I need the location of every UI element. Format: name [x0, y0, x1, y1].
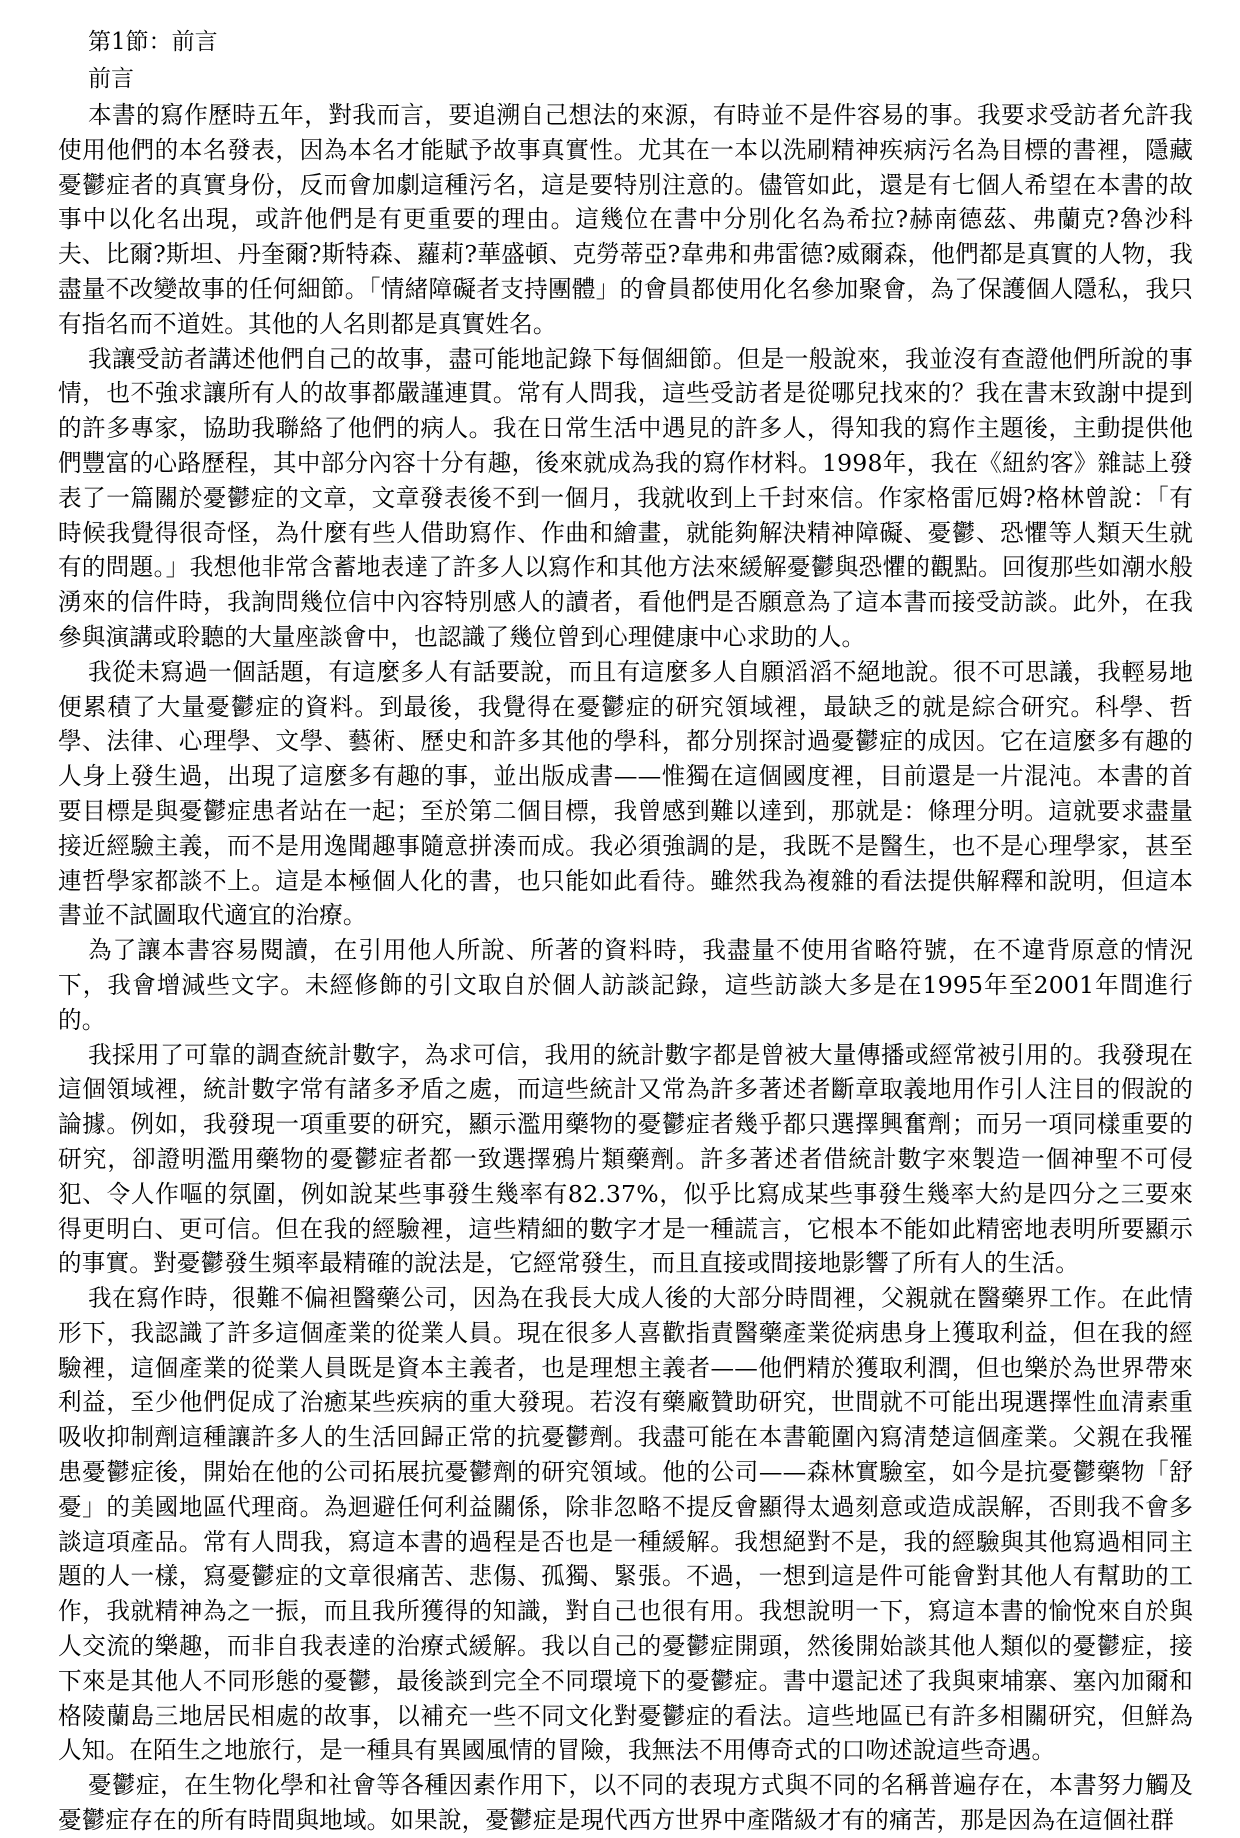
section-subtitle: 前言: [88, 66, 134, 92]
section-title: 第1節：前言: [88, 29, 218, 55]
paragraph-7: 憂鬱症，在生物化學和社會等各種因素作用下，以不同的表現方式與不同的名稱普遍存在，本書努力觸及憂鬱症存在的所有時間與地域。如果說，憂鬱症是現代西方世界中產階級才有的痛苦，那是因為在這個社群: [58, 1771, 1193, 1835]
paragraph-4: 為了讓本書容易閱讀，在引用他人所說、所著的資料時，我盡量不使用省略符號，在不違背原意的情況下，我會增減些文字。未經修飾的引文取自於個人訪談記錄，這些訪談大多是在1995年至2001年間進行的。: [58, 936, 1193, 1034]
paragraph-3: 我從未寫過一個話題，有這麼多人有話要說，而且有這麼多人自願滔滔不絕地說。很不可思議，我輕易地便累積了大量憂鬱症的資料。到最後，我覺得在憂鬱症的研究領域裡，最缺乏的就是綜合研究。科學、哲學、法律、心理學、文學、藝術、歷史和許多其他的學科，都分別探討過憂鬱症的成因。它在這麼多有趣的人身上發生過，出現了這麼多有趣的事，並出版成書——惟獨在這個國度裡，目前還是一片混沌。本書的首要目標是與憂鬱症患者站在一起；至於第二個目標，我曾感到難以達到，那就是：條理分明。這就要求盡量接近經驗主義，而不是用逸聞趣事隨意拼湊而成。我必須強調的是，我既不是醫生，也不是心理學家，甚至連哲學家都談不上。這是本極個人化的書，也只能如此看待。雖然我為複雜的看法提供解釋和說明，但這本書並不試圖取代適宜的治療。: [58, 657, 1193, 930]
paragraph-2: 我讓受訪者講述他們自己的故事，盡可能地記錄下每個細節。但是一般說來，我並沒有查證他們所說的事情，也不強求讓所有人的故事都嚴謹連貫。常有人問我，這些受訪者是從哪兒找來的？我在書末致謝中提到的許多專家，協助我聯絡了他們的病人。我在日常生活中遇見的許多人，得知我的寫作主題後，主動提供他們豐富的心路歷程，其中部分內容十分有趣，後來就成為我的寫作材料。1998年，我在《紐約客》雜誌上發表了一篇關於憂鬱症的文章，文章發表後不到一個月，我就收到上千封來信。作家格雷厄姆?格林曾說：「有時候我覺得很奇怪，為什麼有些人借助寫作、作曲和繪畫，就能夠解決精神障礙、憂鬱、恐懼等人類天生就有的問題。」我想他非常含蓄地表達了許多人以寫作和其他方法來緩解憂鬱與恐懼的觀點。回復那些如潮水般湧來的信件時，我詢問幾位信中內容特別感人的讀者，看他們是否願意為了這本書而接受訪談。此外，在我參與演講或聆聽的大量座談會中，也認識了幾位曾到心理健康中心求助的人。: [58, 344, 1193, 651]
paragraph-1: 本書的寫作歷時五年，對我而言，要追溯自己想法的來源，有時並不是件容易的事。我要求受訪者允許我使用他們的本名發表，因為本名才能賦予故事真實性。尤其在一本以洗刷精神疾病污名為目標的書裡，隱藏憂鬱症者的真實身份，反而會加劇這種污名，這是要特別注意的。儘管如此，還是有七個人希望在本書的故事中以化名出現，或許他們是有更重要的理由。這幾位在書中分別化名為希拉?赫南德茲、弗蘭克?魯沙科夫、比爾?斯坦、丹奎爾?斯特森、蘿莉?華盛頓、克勞蒂亞?韋弗和弗雷德?威爾森，他們都是真實的人物，我盡量不改變故事的任何細節。「情緒障礙者支持團體」的會員都使用化名參加聚會，為了保護個人隱私，我只有指名而不道姓。其他的人名則都是真實姓名。: [58, 101, 1193, 338]
paragraph-6: 我在寫作時，很難不偏袒醫藥公司，因為在我長大成人後的大部分時間裡，父親就在醫藥界工作。在此情形下，我認識了許多這個產業的從業人員。現在很多人喜歡指責醫藥產業從病患身上獲取利益，但在我的經驗裡，這個產業的從業人員既是資本主義者，也是理想主義者——他們精於獲取利潤，但也樂於為世界帶來利益，至少他們促成了治癒某些疾病的重大發現。若沒有藥廠贊助研究，世間就不可能出現選擇性血清素重吸收抑制劑這種讓許多人的生活回歸正常的抗憂鬱劑。我盡可能在本書範圍內寫清楚這個產業。父親在我罹患憂鬱症後，開始在他的公司拓展抗憂鬱劑的研究領域。他的公司——森林實驗室，如今是抗憂鬱藥物「舒憂」的美國地區代理商。為迴避任何利益關係，除非忽略不提反會顯得太過刻意或造成誤解，否則我不會多談這項產品。常有人問我，寫這本書的過程是否也是一種緩解。我想絕對不是，我的經驗與其他寫過相同主題的人一樣，寫憂鬱症的文章很痛苦、悲傷、孤獨、緊張。不過，一想到這是件可能會對其他人有幫助的工作，我就精神為之一振，而且我所獲得的知識，對自己也很有用。我想說明一下，寫這本書的愉悅來自於與人交流的樂趣，而非自我表達的治療式緩解。我以自己的憂鬱症開頭，然後開始談其他人類似的憂鬱症，接下來是其他人不同形態的憂鬱，最後談到完全不同環境下的憂鬱症。書中還記述了我與柬埔寨、塞內加爾和格陵蘭島三地居民相處的故事，以補充一些不同文化對憂鬱症的看法。這些地區已有許多相關研究，但鮮為人知。在陌生之地旅行，是一種具有異國風情的冒險，我無法不用傳奇式的口吻述說這些奇遇。: [58, 1284, 1193, 1765]
body-text: [58, 98, 1193, 1838]
paragraph-5: 我採用了可靠的調查統計數字，為求可信，我用的統計數字都是曾被大量傳播或經常被引用的。我發現在這個領域裡，統計數字常有諸多矛盾之處，而這些統計又常為許多著述者斷章取義地用作引人注目的假說的論據。例如，我發現一項重要的研究，顯示濫用藥物的憂鬱症者幾乎都只選擇興奮劑；而另一項同樣重要的研究，卻證明濫用藥物的憂鬱症者都一致選擇鴉片類藥劑。許多著述者借統計數字來製造一個神聖不可侵犯、令人作嘔的氛圍，例如說某些事發生幾率有82.37%，似乎比寫成某些事發生幾率大約是四分之三要來得更明白、更可信。但在我的經驗裡，這些精細的數字才是一種謊言，它根本不能如此精密地表明所要顯示的事實。對憂鬱發生頻率最精確的說法是，它經常發生，而且直接或間接地影響了所有人的生活。: [58, 1040, 1193, 1278]
